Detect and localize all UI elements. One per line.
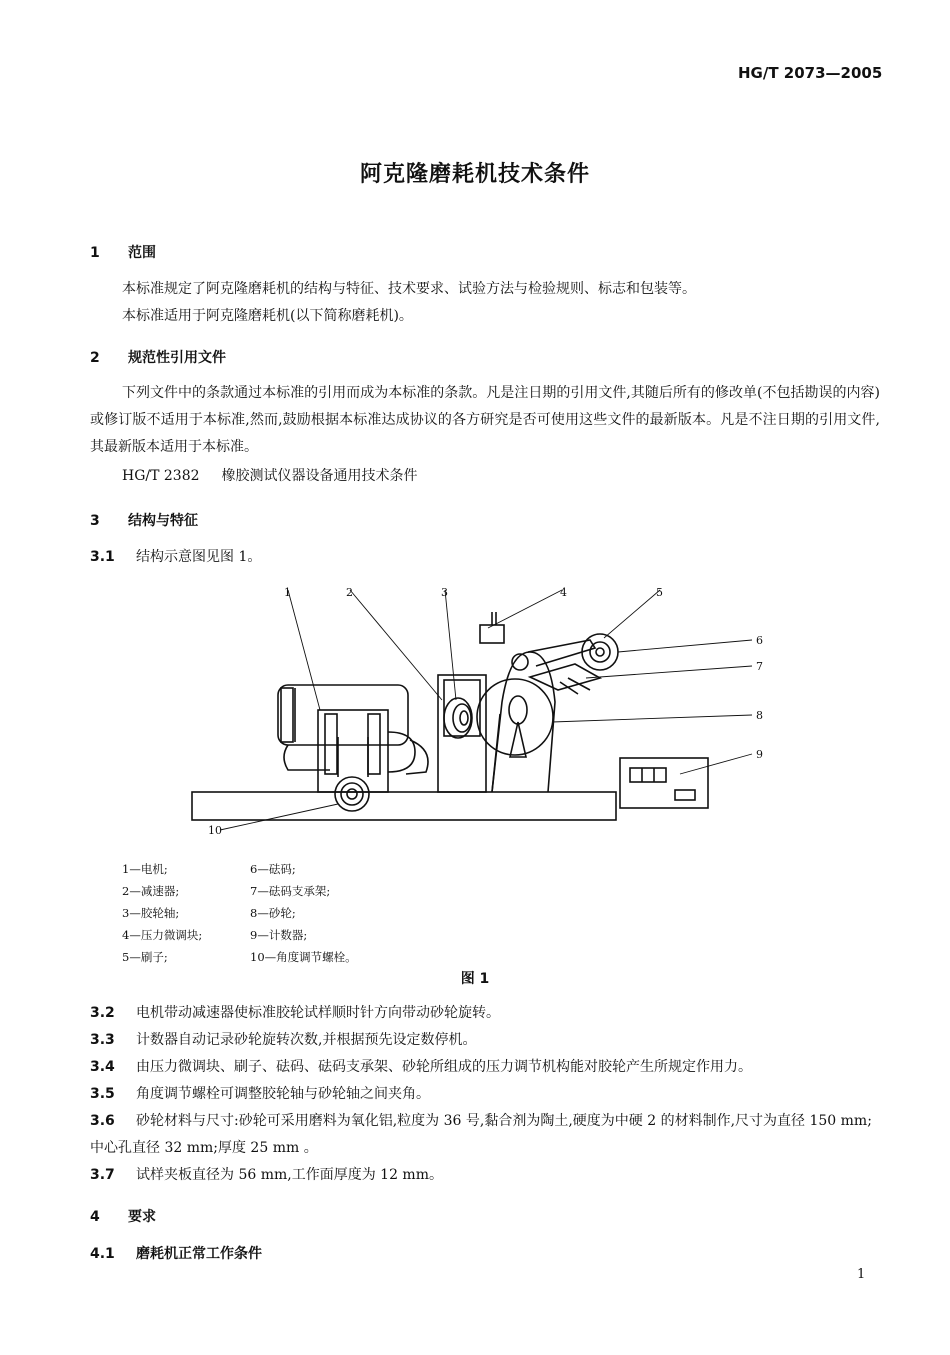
base-plate	[192, 792, 616, 820]
clause-number: 3.5	[90, 1086, 115, 1102]
callout-5: 5	[656, 586, 663, 599]
callout-6: 6	[756, 634, 763, 647]
clause-number: 3.6	[90, 1113, 115, 1129]
legend-left-4: 4—压力微调块;	[122, 928, 203, 942]
section-1-paragraph-2: 本标准适用于阿克隆磨耗机(以下简称磨耗机)。	[122, 308, 413, 324]
figure-caption: 图 1	[460, 971, 490, 987]
section-title: 规范性引用文件	[128, 350, 226, 366]
section-number: 2	[90, 350, 100, 366]
section-4-heading	[90, 1206, 156, 1226]
section-title: 范围	[128, 245, 156, 261]
grinding-wheel	[477, 679, 553, 755]
angle-adjust-bolt	[335, 777, 369, 811]
standard-code: HG/T 2073—2005	[738, 64, 883, 82]
clause-3-1	[90, 546, 261, 566]
clause-3-6	[90, 1108, 885, 1162]
reference-code: HG/T 2382	[122, 468, 200, 484]
legend-left-1: 1—电机;	[122, 862, 168, 876]
legend-right-3: 8—砂轮;	[250, 906, 296, 920]
clause-text: 试样夹板直径为 56 mm,工作面厚度为 12 mm。	[136, 1167, 443, 1183]
section-title: 要求	[128, 1209, 156, 1225]
clause-text: 电机带动减速器使标准胶轮试样顺时针方向带动砂轮旋转。	[136, 1005, 500, 1021]
callout-10: 10	[208, 824, 222, 837]
clause-text: 由压力微调块、刷子、砝码、砝码支承架、砂轮所组成的压力调节机构能对胶轮产生所规定作用力。	[136, 1059, 752, 1075]
legend-left-2: 2—减速器;	[122, 884, 180, 898]
weight	[582, 634, 618, 670]
normative-reference	[122, 465, 418, 485]
section-1-paragraph-1: 本标准规定了阿克隆磨耗机的结构与特征、技术要求、试验方法与检验规则、标志和包装等。	[122, 281, 696, 297]
clause-3-5	[90, 1081, 885, 1108]
legend-left-5: 5—刷子;	[122, 950, 168, 964]
clause-4-1	[90, 1243, 262, 1263]
clause-3-2	[90, 1000, 885, 1027]
callout-8: 8	[756, 709, 763, 722]
clause-number: 3.1	[90, 549, 115, 565]
reference-title: 橡胶测试仪器设备通用技术条件	[221, 468, 418, 484]
clause-text: 结构示意图见图 1。	[136, 549, 262, 565]
callout-2: 2	[346, 586, 353, 599]
section-3-heading	[90, 510, 198, 530]
reducer	[318, 710, 388, 792]
page-number: 1	[857, 1267, 866, 1282]
document-title: 阿克隆磨耗机技术条件	[359, 162, 590, 187]
section-1-heading	[90, 242, 156, 262]
section-2-heading	[90, 347, 226, 367]
rubber-wheel-shaft-housing	[438, 675, 486, 792]
clause-3-7	[90, 1162, 885, 1189]
clause-text: 砂轮材料与尺寸:砂轮可采用磨料为氧化铝,粒度为 36 号,黏合剂为陶土,硬度为中硬 2 的材料制作,尺寸为直径 150 mm;中心孔直径 32 mm;厚度 25 mm 。	[90, 1113, 872, 1156]
clause-number: 3.4	[90, 1059, 115, 1075]
clause-title: 磨耗机正常工作条件	[136, 1246, 262, 1262]
clause-number: 3.3	[90, 1032, 115, 1048]
legend-right-2: 7—砝码支承架;	[250, 884, 331, 898]
section-number: 1	[90, 245, 100, 261]
section-number: 3	[90, 513, 100, 529]
section-title: 结构与特征	[128, 513, 198, 529]
clause-text: 计数器自动记录砂轮旋转次数,并根据预先设定数停机。	[136, 1032, 477, 1048]
section-2-paragraph: 下列文件中的条款通过本标准的引用而成为本标准的条款。凡是注日期的引用文件,其随后所有的修改单(不包括勘误的内容)或修订版不适用于本标准,然而,鼓励根据本标准达成协议的各方研究是否可使用这些文件的最新版本。凡是不注日期的引用文件,其最新版本适用于本标准。	[90, 385, 880, 455]
legend-right-4: 9—计数器;	[250, 928, 308, 942]
clause-number: 3.2	[90, 1005, 115, 1021]
legend-left-3: 3—胶轮轴;	[122, 906, 180, 920]
clause-number: 4.1	[90, 1246, 115, 1262]
clause-text: 角度调节螺栓可调整胶轮轴与砂轮轴之间夹角。	[136, 1086, 430, 1102]
callout-4: 4	[560, 586, 567, 599]
clause-3-3	[90, 1027, 885, 1054]
callout-7: 7	[756, 660, 763, 673]
legend-right-5: 10—角度调节螺栓。	[250, 950, 357, 964]
callout-9: 9	[756, 748, 763, 761]
pressure-fine-adjust-block	[480, 625, 504, 643]
clause-3-4	[90, 1054, 885, 1081]
callout-1: 1	[284, 586, 291, 599]
structure-diagram	[180, 582, 780, 844]
section-number: 4	[90, 1209, 100, 1225]
clause-number: 3.7	[90, 1167, 115, 1183]
callout-3: 3	[441, 586, 448, 599]
legend-right-1: 6—砝码;	[250, 862, 296, 876]
